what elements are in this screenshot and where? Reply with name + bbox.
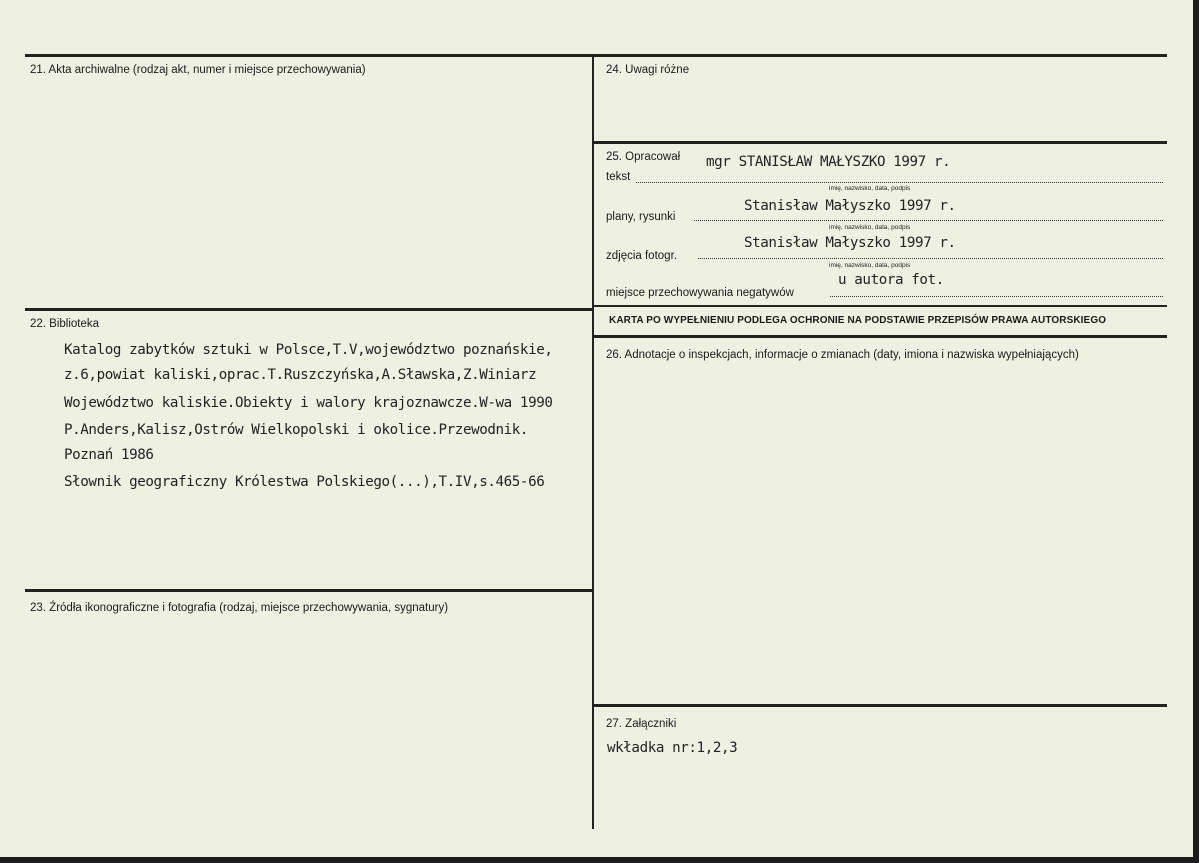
bibliography-entry: Województwo kaliskie.Obiekty i walory krajoznawcze.W-wa 1990 [64,395,553,411]
rule-24-25 [594,141,1167,144]
section-23-label: 23. Źródła ikonograficzne i fotografia (rodzaj, miejsce przechowywania, sygnatury) [30,602,449,614]
signature-caption: imię, nazwisko, data, podpis [829,224,911,231]
bibliography-entry: z.6,powiat kaliski,oprac.T.Ruszczyńska,A.Sławska,Z.Winiarz [64,367,537,383]
bibliography-entry: Katalog zabytków sztuki w Polsce,T.V,województwo poznańskie, [64,342,553,358]
rule-22-23 [25,589,592,592]
section-25-label: 25. Opracował [606,151,681,163]
photos-label: zdjęcia fotogr. [606,250,677,262]
negatives-location-value: u autora fot. [838,272,944,288]
card-edge-right [1193,0,1199,863]
photos-value: Stanisław Małyszko 1997 r. [744,235,956,251]
plans-label: plany, rysunki [606,211,676,223]
bibliography-entry: P.Anders,Kalisz,Ostrów Wielkopolski i okolice.Przewodnik. [64,422,529,438]
section-27-label: 27. Załączniki [606,718,677,730]
rule-26-27 [594,704,1167,707]
plans-fill-line [694,220,1163,221]
rule-25-notice [594,305,1167,307]
bibliography-entry: Słownik geograficzny Królestwa Polskiego(...),T.IV,s.465-66 [64,474,545,490]
negatives-fill-line [830,296,1163,297]
bibliography-entry: Poznań 1986 [64,447,154,463]
section-21-label: 21. Akta archiwalne (rodzaj akt, numer i miejsce przechowywania) [30,64,366,76]
top-rule [25,54,1167,57]
rule-21-22 [25,308,592,311]
section-26-label: 26. Adnotacje o inspekcjach, informacje o zmianach (daty, imiona i nazwiska wypełniających) [606,349,1079,361]
copyright-notice: KARTA PO WYPEŁNIENIU PODLEGA OCHRONIE NA PODSTAWIE PRZEPISÓW PRAWA AUTORSKIEGO [609,315,1107,326]
author-text-value: mgr STANISŁAW MAŁYSZKO 1997 r. [706,154,951,170]
plans-value: Stanisław Małyszko 1997 r. [744,198,956,214]
negatives-location-label: miejsce przechowywania negatywów [606,287,794,299]
card-edge-bottom [0,857,1199,863]
signature-caption: imię, nazwisko, data, podpis [829,185,911,192]
signature-caption: imię, nazwisko, data, podpis [829,262,911,269]
column-divider [592,56,594,829]
section-24-label: 24. Uwagi różne [606,64,690,76]
photos-fill-line [698,258,1163,259]
section-22-label: 22. Biblioteka [30,318,100,330]
rule-notice-26 [594,335,1167,338]
text-fill-line [636,182,1163,183]
text-label: tekst [606,171,631,183]
attachments-value: wkładka nr:1,2,3 [607,740,738,756]
